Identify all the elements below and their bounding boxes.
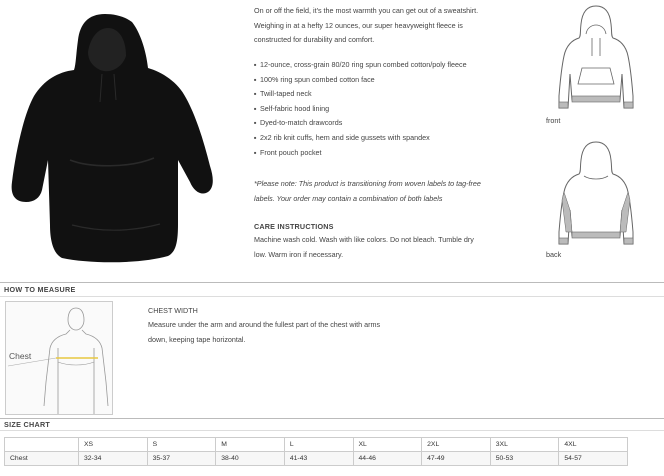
back-view-drawing <box>556 140 636 248</box>
feature-item: ■ 12-ounce, cross-grain 80/20 ring spun combed cotton/poly fleece <box>254 58 486 73</box>
size-header-cell: 2XL <box>422 438 491 452</box>
size-header-row <box>5 438 628 452</box>
size-header-cell: 4XL <box>559 438 628 452</box>
size-chart-table <box>4 437 628 466</box>
chest-value-cell: 35-37 <box>147 452 216 466</box>
chest-value-cell: 32-34 <box>79 452 148 466</box>
label-note: *Please note: This product is transitioning from woven labels to tag-free labels. Your order may contain a combination of both labels <box>254 179 481 203</box>
size-header-cell: 3XL <box>490 438 559 452</box>
measure-figure <box>5 301 113 415</box>
chest-value-cell: 38-40 <box>216 452 285 466</box>
chest-row <box>5 452 628 466</box>
size-header-cell: XL <box>353 438 422 452</box>
feature-item: ■ Dyed-to-match drawcords <box>254 116 486 131</box>
care-title: CARE INSTRUCTIONS <box>254 222 334 231</box>
front-view-drawing <box>556 4 636 112</box>
care-text: Machine wash cold. Wash with like colors. Do not bleach. Tumble dry low. Warm iron if necessary. <box>254 235 474 259</box>
chest-value-cell: 44-46 <box>353 452 422 466</box>
chest-value-cell: 41-43 <box>284 452 353 466</box>
chest-width-title: CHEST WIDTH <box>148 306 198 315</box>
row-label-cell: Chest <box>5 452 79 466</box>
size-header-cell: XS <box>79 438 148 452</box>
size-header-cell: S <box>147 438 216 452</box>
chest-width-text: Measure under the arm and around the fullest part of the chest with arms down, keeping tape horizontal. <box>148 320 381 344</box>
feature-item: ■ 2x2 rib knit cuffs, hem and side gussets with spandex <box>254 131 486 146</box>
hoodie-product-image <box>10 10 215 265</box>
chest-value-cell: 54-57 <box>559 452 628 466</box>
size-header-cell: L <box>284 438 353 452</box>
size-chart-title: SIZE CHART <box>4 420 51 429</box>
size-header-cell: M <box>216 438 285 452</box>
product-description: On or off the field, it's the most warmth you can get out of a sweatshirt. Weighing in at a hefty 12 ounces, our super heavyweight fleece is constructed for durability and comfort. <box>254 6 479 45</box>
feature-item: ■ Twill-taped neck <box>254 87 486 102</box>
front-label: front <box>546 116 561 125</box>
section-divider <box>0 430 664 431</box>
feature-item: ■ Self-fabric hood lining <box>254 102 486 117</box>
feature-item: ■ Front pouch pocket <box>254 146 486 161</box>
section-divider <box>0 418 664 419</box>
section-divider <box>0 282 664 283</box>
back-label: back <box>546 250 562 259</box>
header-empty-cell <box>5 438 79 452</box>
chest-value-cell: 50-53 <box>490 452 559 466</box>
feature-item: ■ 100% ring spun combed cotton face <box>254 73 486 88</box>
chest-value-cell: 47-49 <box>422 452 491 466</box>
feature-list <box>254 58 486 160</box>
how-to-measure-title: HOW TO MEASURE <box>4 285 76 294</box>
chest-figure-label: Chest <box>9 351 32 361</box>
section-divider <box>0 296 664 297</box>
